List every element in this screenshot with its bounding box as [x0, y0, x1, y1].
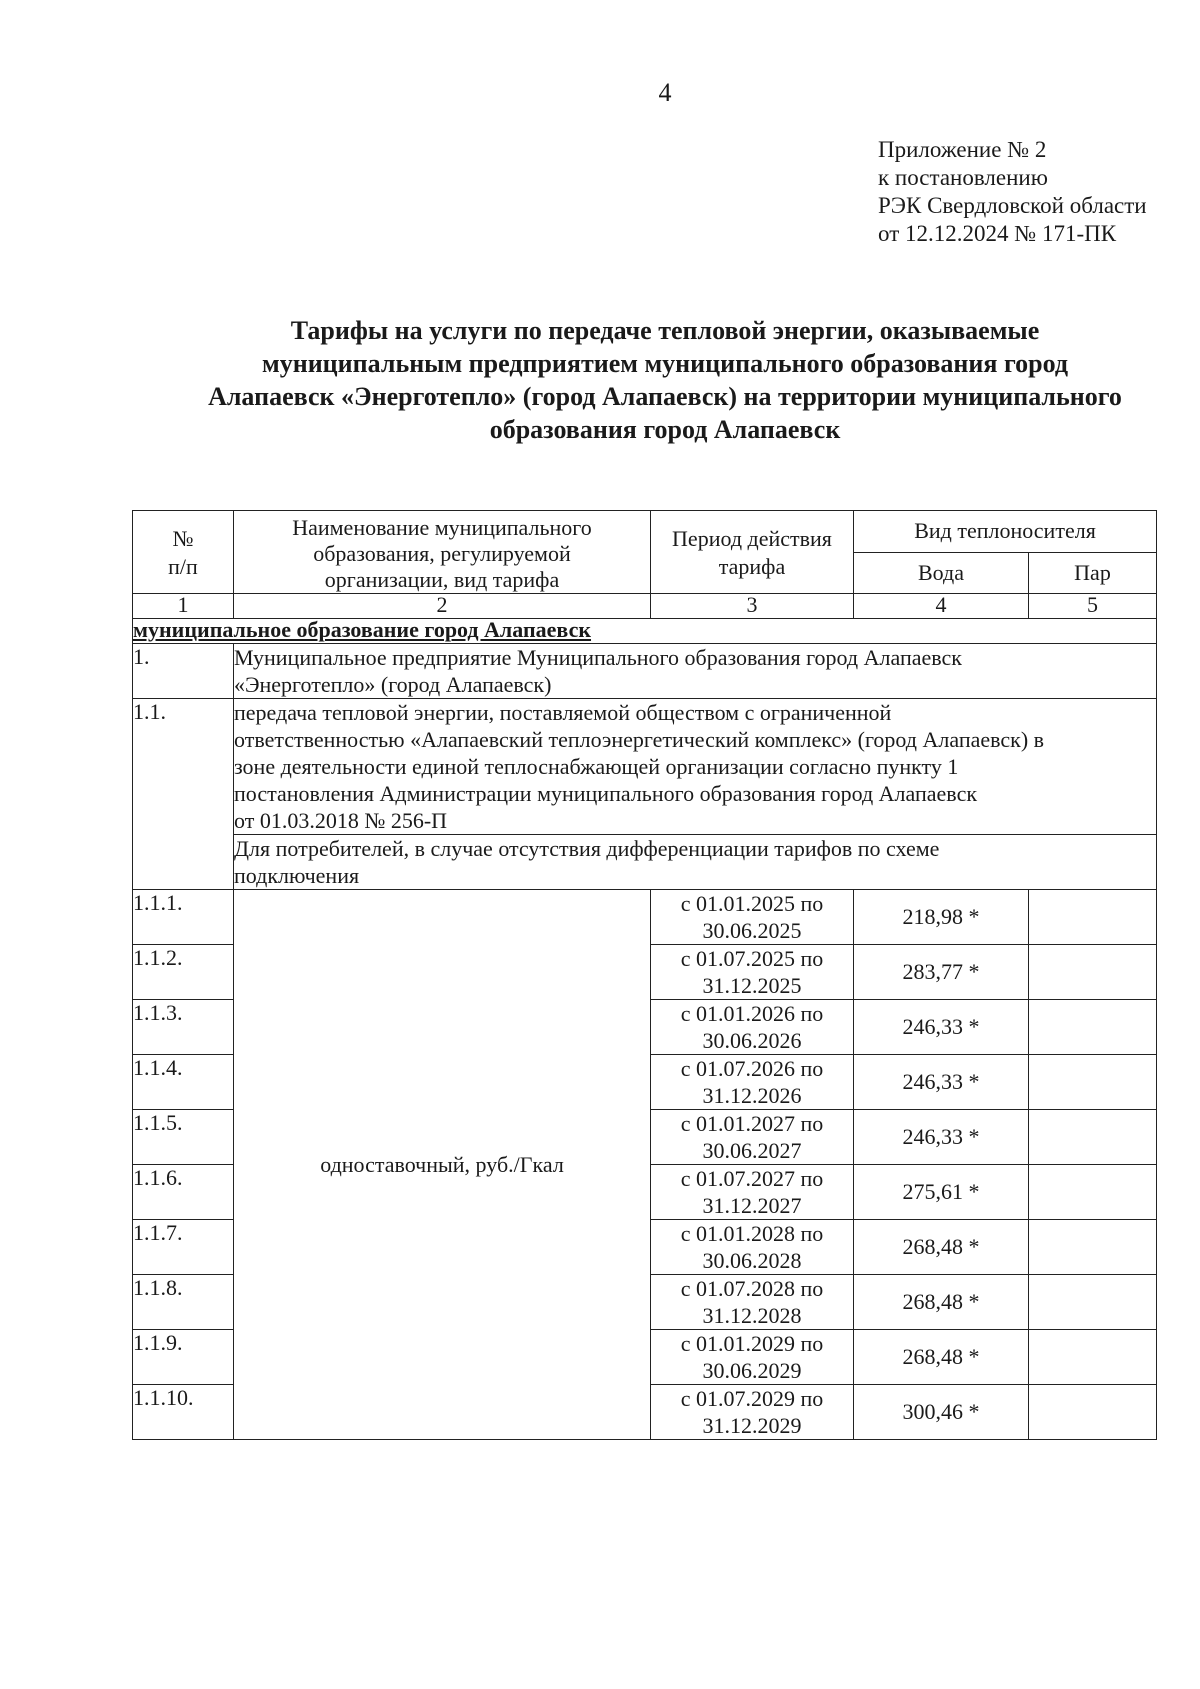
period-from: с 01.01.2026 по: [680, 1001, 824, 1026]
period-from: с 01.07.2026 по: [680, 1056, 824, 1081]
period-cell: [651, 1385, 854, 1440]
steam-value: [1029, 1330, 1157, 1385]
period-from: с 01.01.2025 по: [680, 891, 824, 916]
appendix-line: Приложение № 2: [878, 137, 1047, 162]
period-cell: [651, 1000, 854, 1055]
row-number: 1.1.10.: [133, 1385, 234, 1440]
title-line: образования город Алапаевск: [489, 415, 841, 444]
title-line: Тарифы на услуги по передаче тепловой энергии, оказываемые: [290, 316, 1040, 345]
period-from: с 01.07.2029 по: [680, 1386, 824, 1411]
period-cell: [651, 1165, 854, 1220]
service-line: постановления Администрации муниципального образования город Алапаевск: [234, 781, 978, 806]
column-numbers-row: [133, 594, 1157, 619]
period-from: с 01.07.2028 по: [680, 1276, 824, 1301]
steam-value: [1029, 1220, 1157, 1275]
title-line: Алапаевск «Энерготепло» (город Алапаевск) на территории муниципального: [208, 382, 1122, 411]
period-to: 30.06.2026: [702, 1028, 802, 1053]
org-name-line: Муниципальное предприятие Муниципального образования город Алапаевск: [234, 645, 962, 670]
steam-value: [1029, 1110, 1157, 1165]
header-text: Наименование муниципального: [292, 515, 592, 540]
period-from: с 01.07.2025 по: [680, 946, 824, 971]
tariff-table: [132, 510, 1157, 1440]
water-value: 300,46 *: [854, 1385, 1029, 1440]
row-number: 1.1.: [133, 699, 234, 890]
row-number: 1.: [133, 644, 234, 699]
water-value: 283,77 *: [854, 945, 1029, 1000]
period-to: 30.06.2025: [702, 918, 802, 943]
column-number: 4: [854, 594, 1029, 619]
water-value: 275,61 *: [854, 1165, 1029, 1220]
period-to: 31.12.2027: [702, 1193, 802, 1218]
consumers-row: [133, 835, 1157, 890]
header-name: [234, 511, 651, 594]
water-value: 218,98 *: [854, 890, 1029, 945]
header-text: образования, регулируемой: [313, 541, 571, 566]
row-number: 1.1.1.: [133, 890, 234, 945]
period-to: 30.06.2027: [702, 1138, 802, 1163]
steam-value: [1029, 1000, 1157, 1055]
steam-value: [1029, 1275, 1157, 1330]
appendix-line: РЭК Свердловской области: [878, 193, 1147, 218]
appendix-note: [878, 136, 1147, 248]
tariff-row: [133, 890, 1157, 945]
column-number: 5: [1029, 594, 1157, 619]
header-row: [133, 511, 1157, 553]
period-from: с 01.01.2029 по: [680, 1331, 824, 1356]
water-value: 246,33 *: [854, 1000, 1029, 1055]
org-name: [234, 644, 1157, 699]
period-to: 31.12.2029: [702, 1413, 802, 1438]
row-number: 1.1.6.: [133, 1165, 234, 1220]
column-number: 1: [133, 594, 234, 619]
page-number: 4: [658, 78, 672, 107]
period-from: с 01.01.2027 по: [680, 1111, 824, 1136]
water-value: 268,48 *: [854, 1220, 1029, 1275]
water-value: 246,33 *: [854, 1110, 1029, 1165]
title-line: муниципальным предприятием муниципального образования город: [262, 349, 1068, 378]
header-steam: Пар: [1029, 552, 1157, 594]
period-to: 31.12.2025: [702, 973, 802, 998]
period-to: 30.06.2029: [702, 1358, 802, 1383]
period-cell: [651, 890, 854, 945]
steam-value: [1029, 1055, 1157, 1110]
period-cell: [651, 1330, 854, 1385]
org-row: [133, 644, 1157, 699]
row-number: 1.1.9.: [133, 1330, 234, 1385]
document-title: [160, 314, 1170, 446]
header-text: тарифа: [718, 554, 786, 579]
period-cell: [651, 1220, 854, 1275]
service-line: передача тепловой энергии, поставляемой обществом с ограниченной: [234, 700, 892, 725]
header-carrier: Вид теплоносителя: [854, 511, 1157, 553]
consumers-line: Для потребителей, в случае отсутствия дифференциации тарифов по схеме: [234, 836, 940, 861]
appendix-line: к постановлению: [878, 165, 1048, 190]
header-num: [133, 511, 234, 594]
row-number: 1.1.3.: [133, 1000, 234, 1055]
header-text: №: [172, 526, 194, 551]
service-description: [234, 699, 1157, 835]
steam-value: [1029, 1385, 1157, 1440]
column-number: 2: [234, 594, 651, 619]
period-cell: [651, 1055, 854, 1110]
period-cell: [651, 945, 854, 1000]
period-from: с 01.07.2027 по: [680, 1166, 824, 1191]
tariff-kind: одноставочный, руб./Гкал: [234, 890, 651, 1440]
column-number: 3: [651, 594, 854, 619]
service-line: зоне деятельности единой теплоснабжающей организации согласно пункту 1: [234, 754, 959, 779]
service-line: ответственностью «Алапаевский теплоэнергетический комплекс» (город Алапаевск) в: [234, 727, 1045, 752]
section-row: [133, 619, 1157, 644]
steam-value: [1029, 890, 1157, 945]
water-value: 268,48 *: [854, 1330, 1029, 1385]
header-water: Вода: [854, 552, 1029, 594]
header-text: Период действия: [672, 526, 832, 551]
period-cell: [651, 1275, 854, 1330]
row-number: 1.1.2.: [133, 945, 234, 1000]
service-row: [133, 699, 1157, 835]
header-period: [651, 511, 854, 594]
row-number: 1.1.4.: [133, 1055, 234, 1110]
water-value: 246,33 *: [854, 1055, 1029, 1110]
service-line: от 01.03.2018 № 256-П: [234, 808, 448, 833]
steam-value: [1029, 945, 1157, 1000]
row-number: 1.1.5.: [133, 1110, 234, 1165]
row-number: 1.1.8.: [133, 1275, 234, 1330]
period-to: 30.06.2028: [702, 1248, 802, 1273]
period-to: 31.12.2028: [702, 1303, 802, 1328]
row-number: 1.1.7.: [133, 1220, 234, 1275]
period-cell: [651, 1110, 854, 1165]
period-from: с 01.01.2028 по: [680, 1221, 824, 1246]
appendix-line: от 12.12.2024 № 171-ПК: [878, 221, 1117, 246]
section-title: муниципальное образование город Алапаевск: [133, 619, 1157, 644]
steam-value: [1029, 1165, 1157, 1220]
consumers-note: [234, 835, 1157, 890]
water-value: 268,48 *: [854, 1275, 1029, 1330]
org-name-line: «Энерготепло» (город Алапаевск): [234, 672, 552, 697]
consumers-line: подключения: [234, 863, 360, 888]
header-text: организации, вид тарифа: [324, 567, 560, 592]
header-text: п/п: [168, 554, 198, 579]
period-to: 31.12.2026: [702, 1083, 802, 1108]
